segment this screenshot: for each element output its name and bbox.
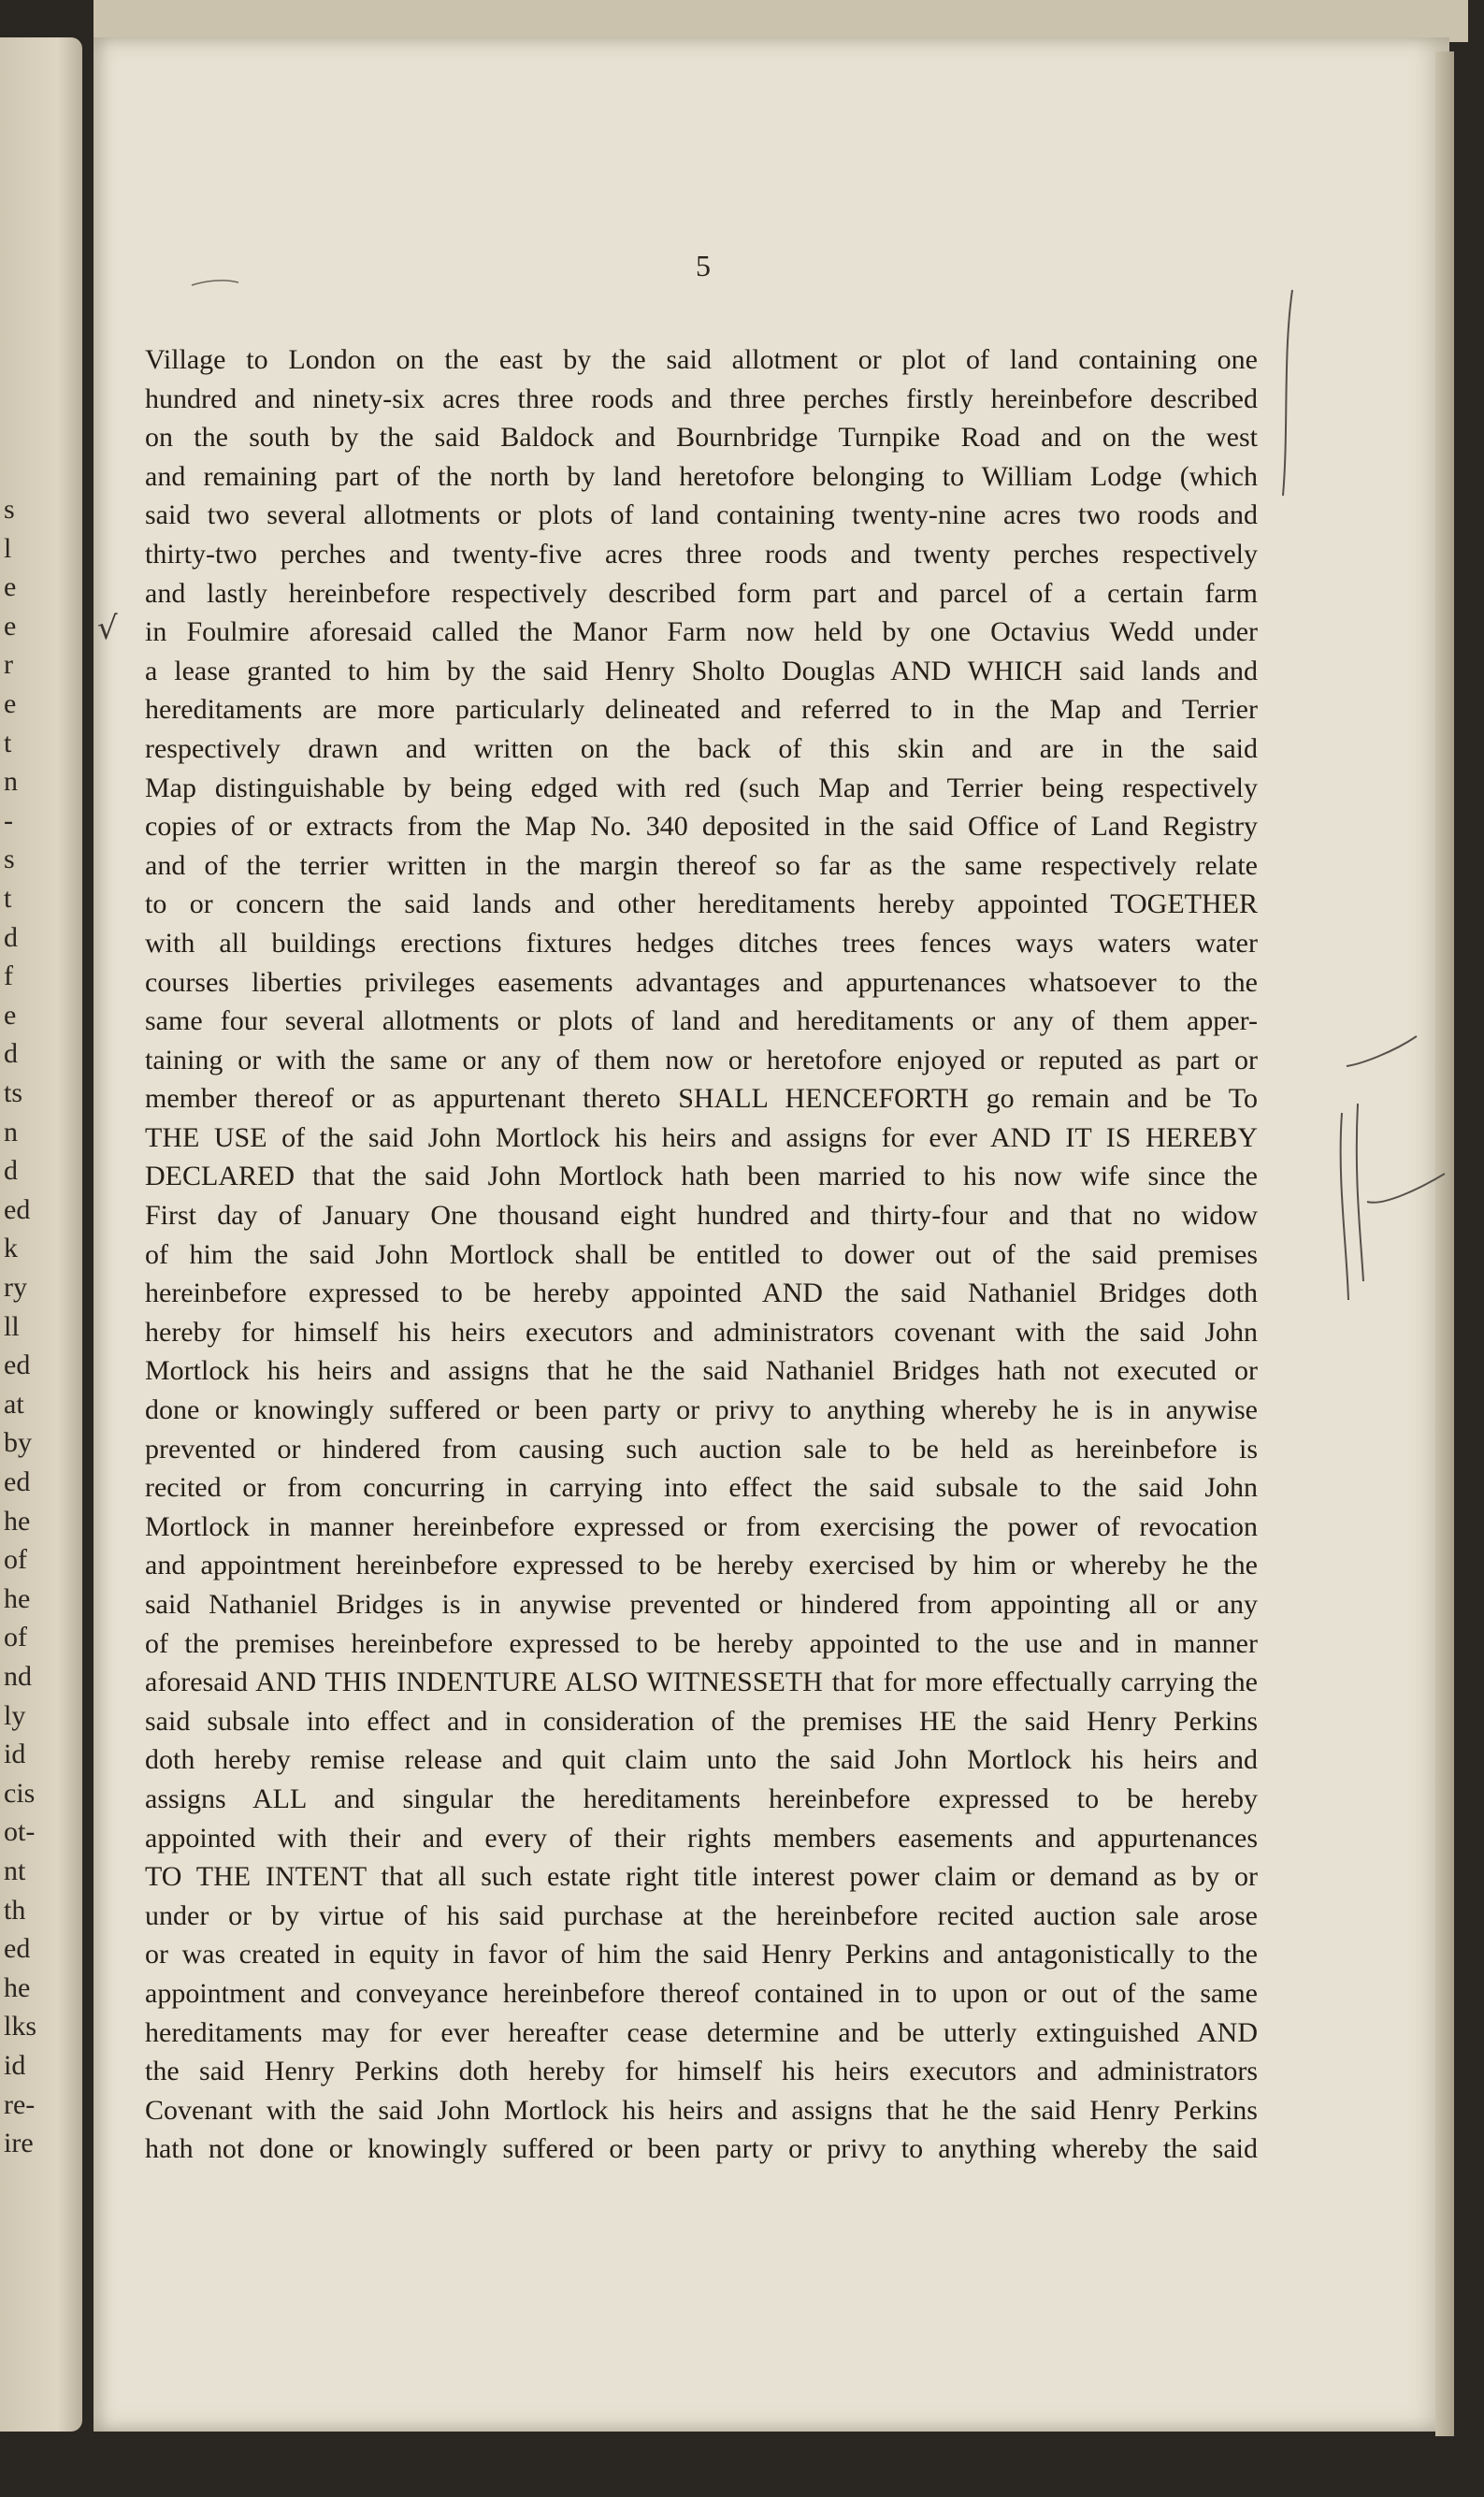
left-page-fragment: of xyxy=(4,1622,27,1653)
text-line: member thereof or as appurtenant thereto SHALL HENCEFORTH go remain and be To xyxy=(145,1083,1258,1115)
text-line: aforesaid AND THIS INDENTURE ALSO WITNESSETH that for more effectually carrying the xyxy=(145,1667,1258,1698)
margin-tick-mark: √ xyxy=(97,610,118,647)
left-page-fragment: cis xyxy=(4,1777,36,1809)
text-line: DECLARED that the said John Mortlock hath been married to his now wife since the xyxy=(145,1161,1258,1192)
left-page-fragment: nt xyxy=(4,1855,26,1886)
left-page-fragment: id xyxy=(4,1739,26,1770)
pencil-double-stroke xyxy=(1341,1104,1363,1300)
text-line: said two several allotments or plots of land containing twenty-nine acres two roods and xyxy=(145,499,1258,531)
text-line: to or concern the said lands and other hereditaments hereby appointed TOGETHER xyxy=(145,888,1258,920)
text-line: appointed with their and every of their rights members easements and appurtenances xyxy=(145,1822,1258,1854)
text-line: hereby for himself his heirs executors and administrators covenant with the said John xyxy=(145,1316,1258,1348)
left-page-fragment: by xyxy=(4,1427,32,1459)
left-page-fragment: at xyxy=(4,1388,24,1420)
left-page-fragment: ll xyxy=(4,1310,20,1342)
left-page-fragment: he xyxy=(4,1582,31,1614)
text-line: same four several allotments or plots of land and hereditaments or any of them apper- xyxy=(145,1005,1258,1037)
left-page-fragment: d xyxy=(4,1155,18,1187)
text-line: said subsale into effect and in consideration of the premises HE the said Henry Perkins xyxy=(145,1705,1258,1737)
left-page-fragment: he xyxy=(4,1971,31,2003)
left-page-fragment: e xyxy=(4,999,17,1031)
left-page-fragment: ed xyxy=(4,1933,31,1965)
text-line: First day of January One thousand eight hundred and thirty-four and that no widow xyxy=(145,1200,1258,1232)
pencil-line-right-bracket xyxy=(1283,290,1292,496)
pencil-check-mark-1 xyxy=(1347,1036,1417,1066)
left-page-fragment: th xyxy=(4,1894,26,1926)
text-line: respectively drawn and written on the back of this skin and are in the said xyxy=(145,732,1258,764)
text-line: in Foulmire aforesaid called the Manor Farm now held by one Octavius Wedd under xyxy=(145,616,1258,648)
left-page-fragment: s xyxy=(4,494,15,525)
text-line: THE USE of the said John Mortlock his heirs and assigns for ever AND IT IS HEREBY xyxy=(145,1121,1258,1153)
left-page-fragment: t xyxy=(4,727,12,758)
left-page-fragment: ts xyxy=(4,1077,23,1108)
text-line: Village to London on the east by the said allotment or plot of land containing one xyxy=(145,344,1258,375)
text-line: hereditaments may for ever hereafter cease determine and be utterly extinguished AND xyxy=(145,2016,1258,2048)
pencil-small-tick-left xyxy=(192,281,238,285)
text-line: prevented or hindered from causing such auction sale to be held as hereinbefore is xyxy=(145,1433,1258,1465)
left-page-fragment: ot- xyxy=(4,1816,36,1848)
text-line: thirty-two perches and twenty-five acres three roods and twenty perches respectively xyxy=(145,538,1258,570)
text-line: Mortlock his heirs and assigns that he the said Nathaniel Bridges hath not executed or xyxy=(145,1355,1258,1387)
left-page-fragment: - xyxy=(4,804,13,836)
left-page-fragment: r xyxy=(4,649,13,681)
text-line: hereditaments are more particularly delineated and referred to in the Map and Terrier xyxy=(145,694,1258,726)
left-page-fragment: ed xyxy=(4,1193,31,1225)
text-line: TO THE INTENT that all such estate right title interest power claim or demand as by or xyxy=(145,1861,1258,1893)
left-page-fragment: ire xyxy=(4,2128,34,2159)
text-line: and remaining part of the north by land heretofore belonging to William Lodge (which xyxy=(145,460,1258,492)
text-line: assigns ALL and singular the hereditaments hereinbefore expressed to be hereby xyxy=(145,1783,1258,1814)
left-page-fragment: ed xyxy=(4,1466,31,1497)
text-line: done or knowingly suffered or been party or privy to anything whereby he is in anywise xyxy=(145,1394,1258,1426)
text-line: and of the terrier written in the margin thereof so far as the same respectively relate xyxy=(145,849,1258,881)
left-page-fragment: lks xyxy=(4,2011,37,2042)
left-page-fragment: e xyxy=(4,688,17,719)
text-line: hath not done or knowingly suffered or been party or privy to anything whereby the said xyxy=(145,2133,1258,2165)
text-line: of him the said John Mortlock shall be entitled to dower out of the said premises xyxy=(145,1238,1258,1270)
left-page-fragment: n xyxy=(4,1116,18,1147)
left-page-fragment: ed xyxy=(4,1350,31,1381)
text-line: appointment and conveyance hereinbefore thereof contained in to upon or out of the same xyxy=(145,1977,1258,2009)
page-number: 5 xyxy=(696,249,711,282)
left-page-fragment: e xyxy=(4,610,17,642)
text-line: said Nathaniel Bridges is in anywise prevented or hindered from appointing all or any xyxy=(145,1589,1258,1620)
left-page-fragment: ly xyxy=(4,1699,26,1731)
left-page-fragment: ry xyxy=(4,1272,27,1303)
pencil-check-mark-2 xyxy=(1367,1174,1445,1203)
text-line: or was created in equity in favor of him the said Henry Perkins and antagonistically to the xyxy=(145,1939,1258,1970)
text-line: Mortlock in manner hereinbefore expressed or from exercising the power of revocation xyxy=(145,1510,1258,1542)
left-page-fragment: k xyxy=(4,1233,18,1264)
text-line: hereinbefore expressed to be hereby appointed AND the said Nathaniel Bridges doth xyxy=(145,1277,1258,1309)
text-line: of the premises hereinbefore expressed to be hereby appointed to the use and in manner xyxy=(145,1627,1258,1659)
left-page-fragment: id xyxy=(4,2050,26,2081)
text-line: a lease granted to him by the said Henry Sholto Douglas AND WHICH said lands and xyxy=(145,655,1258,686)
text-line: and appointment hereinbefore expressed to be hereby exercised by him or whereby he the xyxy=(145,1550,1258,1581)
left-page-fragment: l xyxy=(4,532,12,564)
left-page-fragment: re- xyxy=(4,2088,36,2120)
text-line: recited or from concurring in carrying into effect the said subsale to the said John xyxy=(145,1472,1258,1504)
text-line: hundred and ninety-six acres three roods and three perches firstly hereinbefore described xyxy=(145,382,1258,414)
text-line: copies of or extracts from the Map No. 340 deposited in the said Office of Land Registry xyxy=(145,811,1258,843)
left-page-fragment: e xyxy=(4,571,17,603)
text-line: Covenant with the said John Mortlock his heirs and assigns that he the said Henry Perkins xyxy=(145,2094,1258,2126)
left-page-fragment: n xyxy=(4,766,18,798)
left-page-fragment: he xyxy=(4,1505,31,1537)
left-page-fragment: t xyxy=(4,883,12,914)
left-page-fragment: s xyxy=(4,844,15,875)
left-page-fragment: f xyxy=(4,960,13,992)
text-line: under or by virtue of his said purchase at the hereinbefore recited auction sale arose xyxy=(145,1899,1258,1931)
left-page-fragment: nd xyxy=(4,1661,32,1692)
text-line: courses liberties privileges easements advantages and appurtenances whatsoever to the xyxy=(145,966,1258,998)
text-line: doth hereby remise release and quit claim unto the said John Mortlock his heirs and xyxy=(145,1744,1258,1776)
text-line: and lastly hereinbefore respectively described form part and parcel of a certain farm xyxy=(145,577,1258,609)
text-line: taining or with the same or any of them now or heretofore enjoyed or reputed as part or xyxy=(145,1044,1258,1075)
text-line: with all buildings erections fixtures hedges ditches trees fences ways waters water xyxy=(145,927,1258,959)
left-page-fragment: of xyxy=(4,1544,27,1576)
left-page-fragment: d xyxy=(4,1038,18,1070)
text-line: the said Henry Perkins doth hereby for himself his heirs executors and administrators xyxy=(145,2056,1258,2087)
text-line: Map distinguishable by being edged with red (such Map and Terrier being respectively xyxy=(145,772,1258,803)
text-line: on the south by the said Baldock and Bournbridge Turnpike Road and on the west xyxy=(145,422,1258,454)
left-page-fragment: d xyxy=(4,921,18,953)
